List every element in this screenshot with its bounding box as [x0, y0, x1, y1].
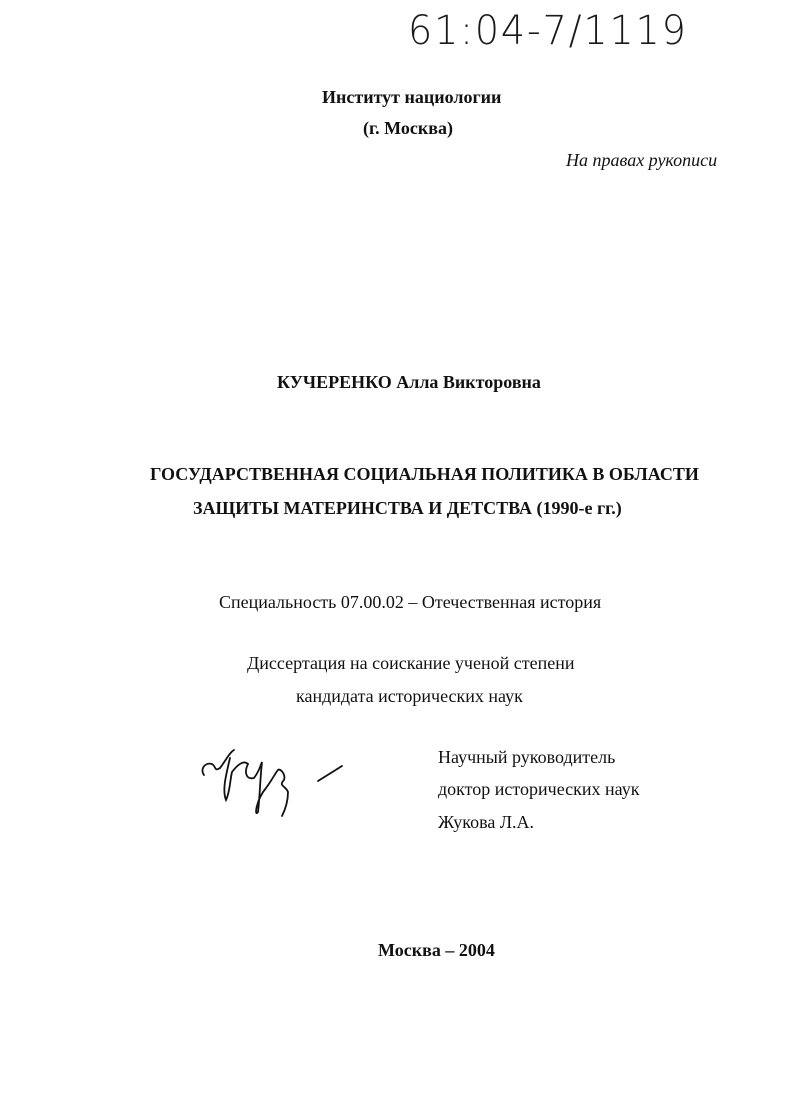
author-name: КУЧЕРЕНКО Алла Викторовна	[277, 372, 541, 392]
specialty: Специальность 07.00.02 – Отечественная история	[219, 592, 602, 612]
degree-line-2: кандидата исторических наук	[296, 686, 523, 706]
place-and-year: Москва – 2004	[378, 940, 495, 960]
institute-name: Институт нациологии	[322, 87, 502, 107]
institute-city: (г. Москва)	[363, 118, 453, 138]
supervisor-name: Жукова Л.А.	[438, 812, 535, 832]
title-line-2: ЗАЩИТЫ МАТЕРИНСТВА И ДЕТСТВА (1990-е гг.)	[193, 498, 622, 518]
supervisor-role: Научный руководитель	[438, 747, 616, 767]
title-line-1: ГОСУДАРСТВЕННАЯ СОЦИАЛЬНАЯ ПОЛИТИКА В ОБЛАСТИ	[150, 464, 699, 484]
supervisor-title: доктор исторических наук	[438, 779, 640, 799]
handwritten-archive-number: 61:04-7/1119	[408, 8, 688, 54]
degree-line-1: Диссертация на соискание ученой степени	[247, 653, 575, 673]
rights-note: На правах рукописи	[566, 150, 718, 170]
signature	[190, 730, 370, 830]
